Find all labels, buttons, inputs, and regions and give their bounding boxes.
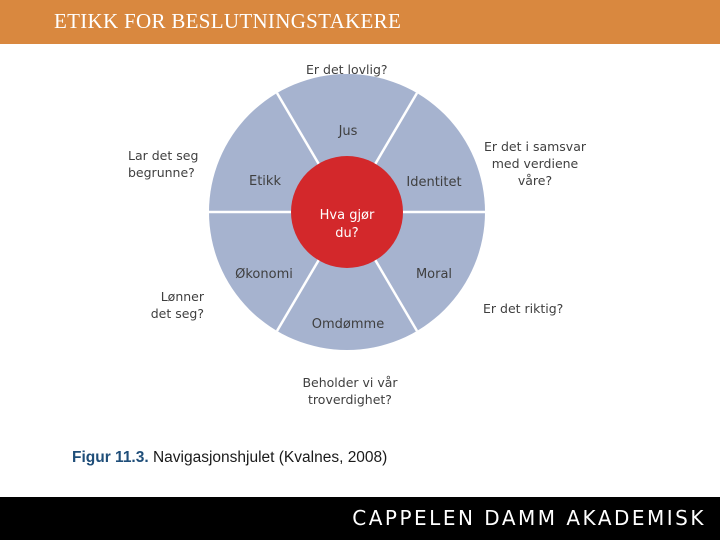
question-upper-left-line1: Lar det seg (128, 148, 199, 163)
question-upper-right (483, 138, 587, 189)
question-upper-right-line1: Er det i samsvar (483, 139, 586, 154)
question-upper-right-line3: våre? (517, 173, 553, 188)
question-lower-left (140, 288, 204, 322)
question-lower-left-line1: Lønner (160, 289, 204, 304)
center-label-line2: du? (335, 226, 359, 241)
figure-caption (72, 449, 387, 467)
question-upper-left-line2: begrunne? (128, 165, 195, 180)
center-label-line1: Hva gjør (319, 208, 375, 223)
segment-moral: Moral (415, 267, 453, 282)
question-upper-right-line2: med verdiene (491, 156, 579, 171)
question-lower-right: Er det riktig? (483, 301, 564, 316)
segment-jus: Jus (338, 124, 358, 139)
segment-etikk: Etikk (249, 174, 281, 189)
segment-identitet: Identitet (406, 175, 462, 190)
navigation-wheel-diagram (0, 44, 720, 444)
question-upper-left (128, 147, 198, 181)
question-top: Er det lovlig? (306, 62, 388, 77)
slide-title: ETIKK FOR BESLUTNINGSTAKERE (54, 9, 402, 33)
question-bottom (296, 374, 404, 408)
segment-omdomme: Omdømme (311, 317, 385, 332)
header-bar (0, 0, 720, 44)
figure-number: Figur 11.3. (72, 449, 149, 466)
publisher-logo: CAPPELEN DAMM AKADEMISK (352, 506, 706, 530)
figure-caption-text: Navigasjonshjulet (Kvalnes, 2008) (148, 449, 388, 466)
footer-bar (0, 497, 720, 540)
question-lower-left-line2: det seg? (150, 306, 204, 321)
question-bottom-line1: Beholder vi vår (302, 375, 398, 390)
segment-okonomi: Økonomi (235, 267, 293, 282)
question-bottom-line2: troverdighet? (308, 392, 392, 407)
